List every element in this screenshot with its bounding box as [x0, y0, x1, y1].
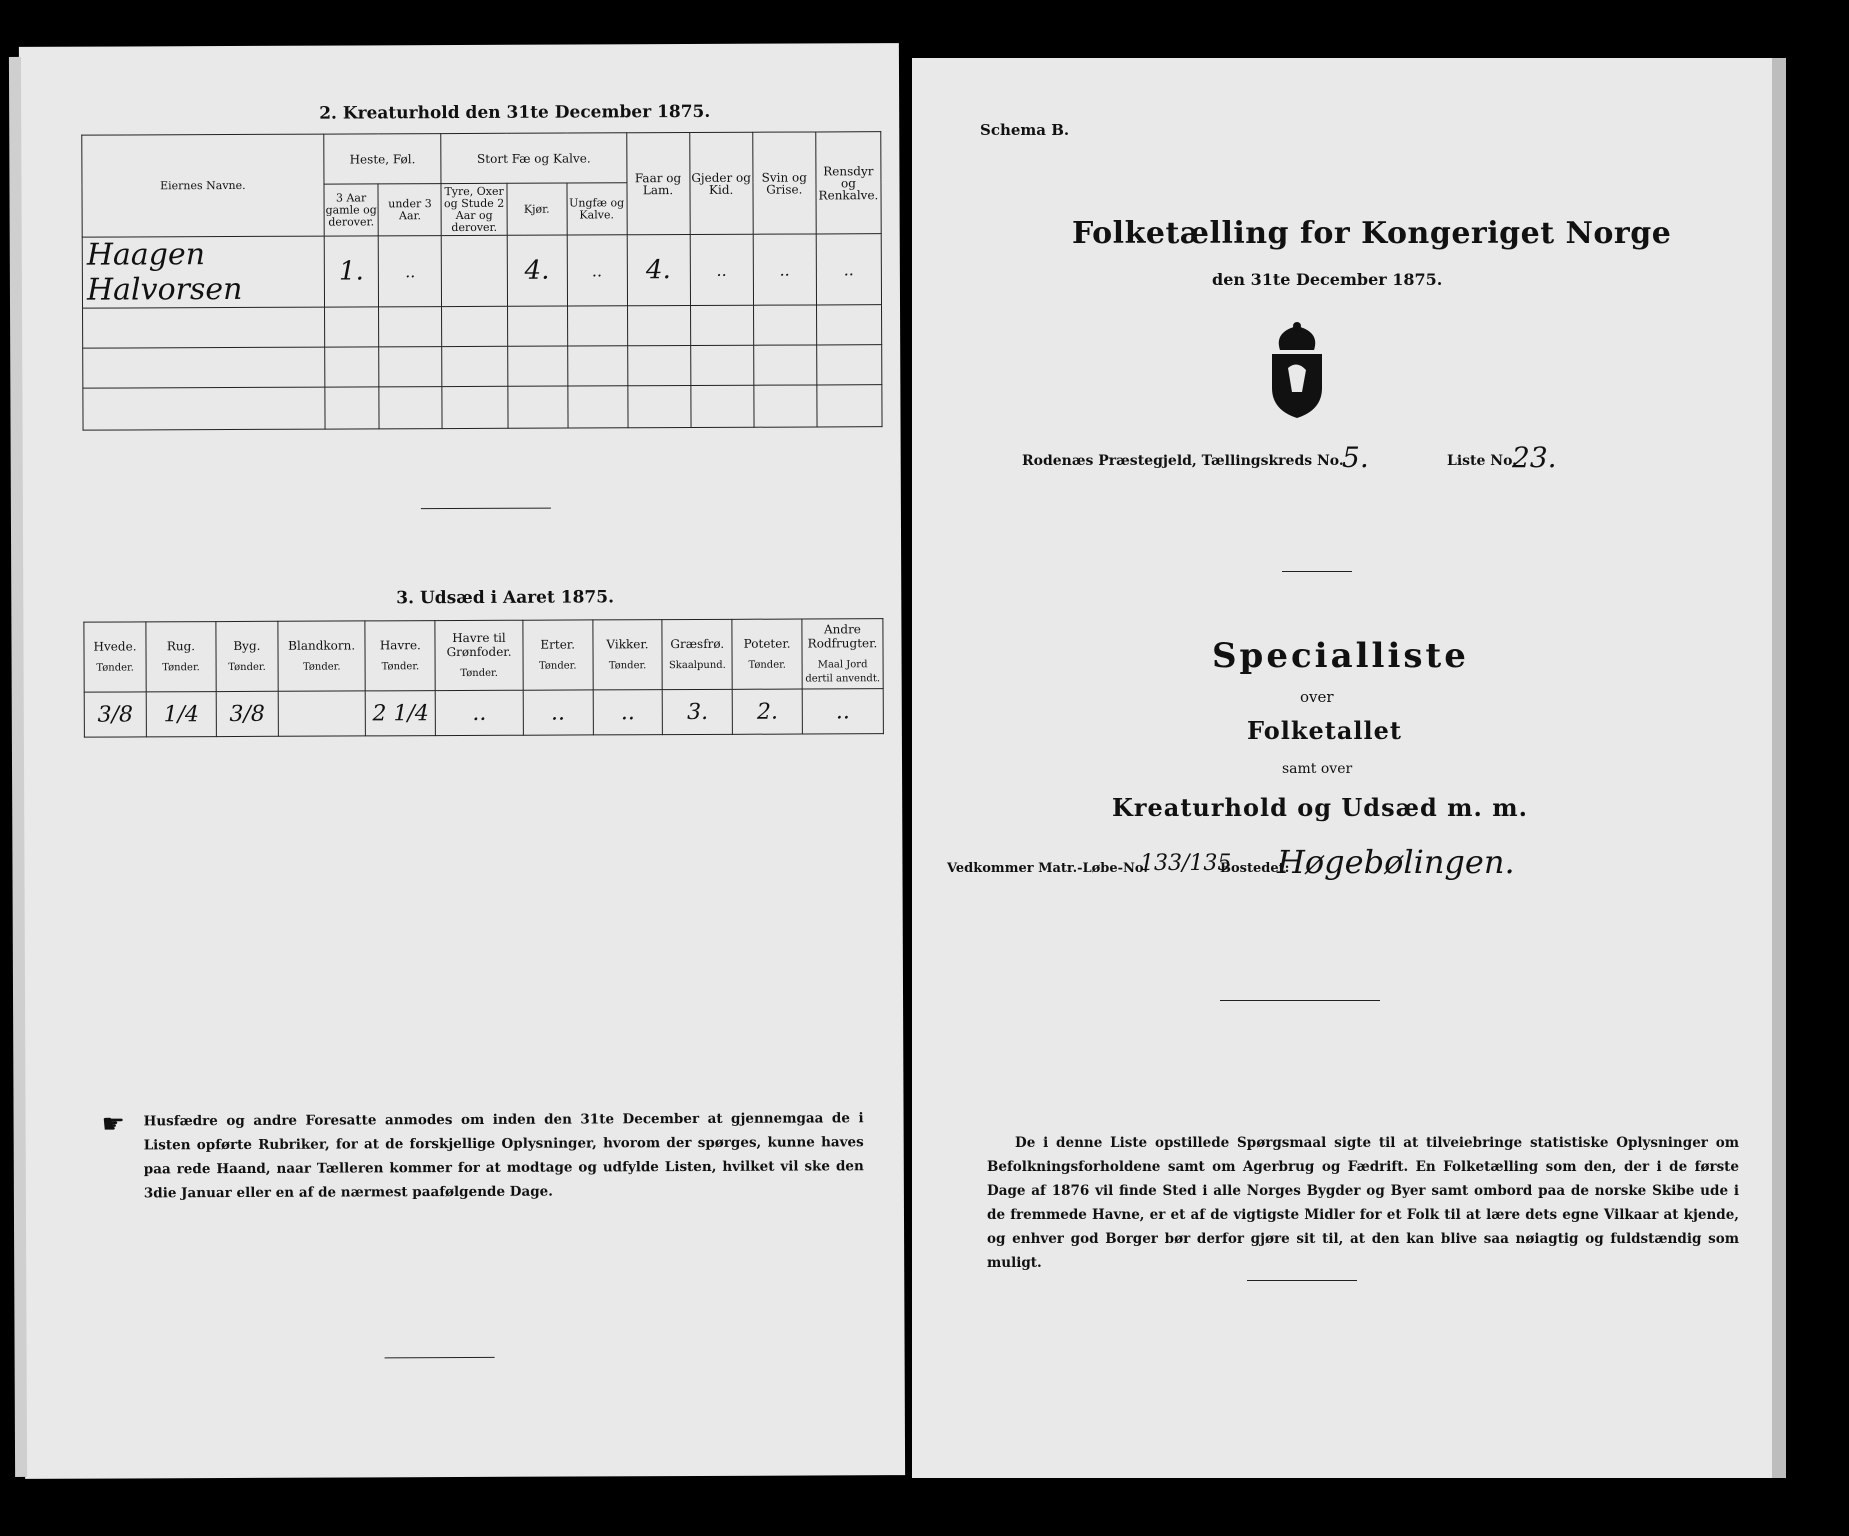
udsaed-col-name: Andre Rodfrugter. — [807, 621, 878, 650]
col-reindeer: Rensdyr og Renkalve. — [818, 163, 879, 202]
udsaed-col-header — [278, 621, 366, 691]
left-page — [19, 43, 905, 1479]
value-horses-old: 1. — [338, 256, 364, 287]
kreaturhold-table — [81, 131, 882, 430]
district-label: Rodenæs Præstegjeld, Tællingskreds No. — [1022, 453, 1344, 469]
udsaed-col-header — [146, 622, 216, 692]
value-calves: .. — [591, 260, 603, 280]
col-pig: Svin og Grise. — [761, 169, 807, 197]
udsaed-col-header — [84, 622, 146, 692]
value-horses-young: .. — [405, 261, 416, 281]
over-label: over — [1300, 688, 1334, 706]
value-reindeer: .. — [843, 259, 854, 279]
coat-of-arms-icon — [1262, 320, 1332, 420]
udsaed-col-unit: Tønder. — [460, 667, 498, 679]
col-calves: Ungfæ og Kalve. — [569, 195, 625, 221]
udsaed-col-name: Vikker. — [606, 636, 649, 651]
udsaed-col-header — [592, 620, 662, 690]
udsaed-col-unit: Tønder. — [608, 659, 647, 671]
udsaed-value: 1/4 — [146, 692, 216, 737]
list-number: 23. — [1512, 441, 1557, 474]
specialliste-heading: Specialliste — [1212, 636, 1469, 676]
udsaed-col-header — [435, 620, 523, 690]
udsaed-value: .. — [435, 690, 523, 735]
udsaed-col-name: Græsfrø. — [670, 636, 725, 651]
divider — [1247, 1280, 1357, 1281]
udsaed-col-unit: Tønder. — [228, 661, 266, 673]
udsaed-col-unit: Tønder. — [162, 661, 200, 673]
udsaed-col-name: Poteter. — [743, 636, 791, 651]
col-bulls: Tyre, Oxer og Stude 2 Aar og derover. — [443, 184, 505, 234]
udsaed-value — [278, 691, 366, 736]
col-goat: Gjeder og Kid. — [691, 170, 751, 197]
udsaed-col-unit: Tønder. — [96, 661, 134, 674]
udsaed-col-unit: Maal Jord dertil anvendt. — [805, 658, 881, 685]
udsaed-value: 2 1/4 — [366, 691, 436, 736]
page-edge — [1772, 58, 1786, 1478]
divider — [1282, 571, 1352, 572]
udsaed-col-header — [523, 620, 593, 690]
udsaed-col-unit: Tønder. — [381, 660, 420, 672]
udsaed-col-name: Rug. — [166, 638, 196, 653]
col-cows: Kjør. — [523, 202, 550, 216]
divider — [1220, 1000, 1380, 1001]
samt-over-label: samt over — [1282, 761, 1353, 777]
page-title: Folketælling for Kongeriget Norge — [1072, 216, 1672, 251]
col-sheep: Faar og Lam. — [634, 170, 682, 197]
udsaed-value: 3. — [663, 689, 733, 734]
bosted-value: Høgebølingen. — [1277, 843, 1515, 881]
udsaed-col-unit: Skaalpund. — [668, 659, 726, 671]
matr-number: 133/135 — [1140, 851, 1232, 876]
divider — [421, 508, 551, 510]
udsaed-table — [83, 618, 883, 737]
udsaed-col-header — [732, 619, 802, 689]
udsaed-col-name: Havre til Grønfoder. — [446, 630, 512, 659]
udsaed-col-name: Hvede. — [93, 638, 137, 654]
udsaed-col-name: Byg. — [233, 638, 261, 653]
value-sheep: 4. — [645, 255, 671, 286]
group-horses: Heste, Føl. — [349, 151, 416, 166]
udsaed-col-header — [365, 621, 435, 691]
census-date: den 31te December 1875. — [1212, 270, 1443, 289]
table-row — [84, 689, 883, 737]
udsaed-value: .. — [802, 689, 883, 734]
value-goat: .. — [716, 260, 727, 280]
divider — [385, 1357, 495, 1358]
udsaed-col-header — [216, 621, 278, 691]
udsaed-col-unit: Tønder. — [538, 659, 577, 672]
notice-text: Husfædre og andre Foresatte anmodes om inden den 31te December at gjennemgaa de i Listen opførte Rubriker, for at de forskjellige Oplysninger, hvorom der spørges, kunne haves paa rede Haand, naar Tælleren kommer for at modtage og udfylde Listen, hvilket vil ske den 3die Januar eller en af de nærmest paafølgende Dage. — [143, 1110, 864, 1202]
udsaed-value: .. — [593, 690, 663, 735]
udsaed-col-unit: Tønder. — [748, 659, 786, 671]
pointing-hand-icon: ☛ — [101, 1109, 125, 1140]
udsaed-col-header — [662, 619, 732, 689]
right-page — [912, 58, 1782, 1478]
folketallet-heading: Folketallet — [1247, 716, 1402, 745]
page-edge — [9, 57, 27, 1477]
udsaed-col-name: Erter. — [540, 637, 576, 652]
udsaed-value: 2. — [732, 689, 802, 734]
udsaed-title: 3. Udsæd i Aaret 1875. — [396, 587, 615, 609]
col-owner: Eiernes Navne. — [160, 178, 246, 192]
intro-paragraph: De i denne Liste opstillede Spørgsmaal sigte til at tilveiebringe statistiske Oplysninger om Befolkningsforholdene samt om Agerbrug og Fædrift. En Folketælling som den, der i de første Dage af 1876 vil finde Sted i alle Norges Bygder og Byer samt ombord paa de norske Skibe ude i de fremmede Havne, er et af de vigtigste Midler for et Folk til at lære dets egne Vilkaar at kjende, og enhver god Borger bør derfor gjøre sit til, at den kan blive saa nøiagtig og fuldstændig som muligt. — [987, 1135, 1739, 1271]
kreaturhold-heading: Kreaturhold og Udsæd m. m. — [1112, 793, 1528, 822]
value-cows: 4. — [524, 255, 550, 286]
udsaed-col-name: Havre. — [379, 637, 421, 652]
bosted-label: Bostedet: — [1220, 861, 1290, 876]
list-label: Liste No. — [1447, 453, 1518, 469]
owner-name: Haagen Halvorsen — [86, 237, 243, 308]
matr-label: Vedkommer Matr.-Løbe-No. — [947, 861, 1148, 876]
udsaed-value: 3/8 — [84, 692, 146, 737]
udsaed-col-unit: Tønder. — [302, 661, 341, 673]
kreaturhold-title: 2. Kreaturhold den 31te December 1875. — [319, 101, 711, 124]
value-pig: .. — [779, 260, 790, 280]
col-horses-young: under 3 Aar. — [388, 196, 432, 222]
col-horses-old: 3 Aar gamle og derover. — [325, 190, 377, 229]
udsaed-col-name: Blandkorn. — [288, 637, 356, 653]
udsaed-value: .. — [523, 690, 593, 735]
schema-label: Schema B. — [980, 121, 1070, 139]
group-cattle: Stort Fæ og Kalve. — [477, 150, 591, 166]
udsaed-value: 3/8 — [216, 691, 278, 736]
table-row — [82, 234, 881, 308]
district-number: 5. — [1342, 441, 1369, 474]
udsaed-col-header — [802, 619, 883, 689]
